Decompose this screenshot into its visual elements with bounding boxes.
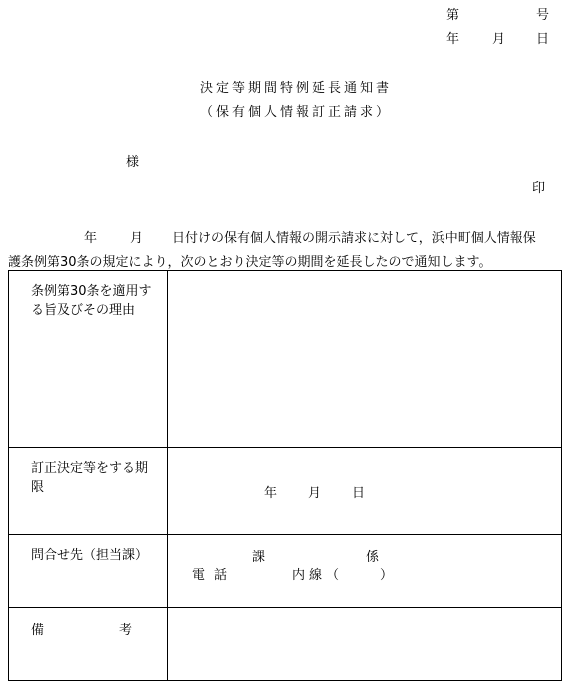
contact-extension-close: ） — [380, 568, 394, 583]
contact-label: 問合せ先（担当課） — [31, 548, 149, 563]
document-subtitle: （保有個人情報訂正請求） — [199, 105, 392, 120]
document-title: 決定等期間特例延長通知書 — [199, 81, 392, 96]
contact-phone: 電話 — [192, 568, 237, 583]
contact-label-cell — [9, 535, 168, 608]
date-day: 日 — [536, 32, 550, 47]
deadline-month: 月 — [308, 486, 322, 501]
deadline-year: 年 — [264, 486, 278, 501]
number-suffix: 号 — [536, 8, 550, 23]
remarks-label-2: 考 — [119, 623, 133, 638]
number-prefix: 第 — [446, 8, 460, 23]
body-year: 年 — [84, 231, 98, 246]
notice-form-table — [8, 270, 562, 681]
deadline-value-cell — [168, 448, 562, 535]
body-month: 月 — [130, 231, 144, 246]
body-text-1: 日付けの保有個人情報の開示請求に対して，浜中町個人情報保 — [172, 231, 536, 246]
reason-label: 条例第30条を適用する旨及びその理由 — [31, 284, 152, 318]
form-row-contact — [9, 535, 562, 608]
date-year: 年 — [446, 32, 460, 47]
contact-value-cell — [168, 535, 562, 608]
contact-unit: 係 — [366, 550, 380, 565]
remarks-label-1: 備 — [31, 623, 45, 638]
seal-mark: 印 — [532, 181, 546, 196]
form-row-deadline — [9, 448, 562, 535]
remarks-value-cell — [168, 608, 562, 681]
body-line-2: 護条例第30条の規定により，次のとおり決定等の期間を延長したので通知します。 — [8, 255, 492, 270]
contact-section: 課 — [252, 550, 266, 565]
reason-value-cell — [168, 271, 562, 448]
reason-label-cell — [9, 271, 168, 448]
deadline-label-cell — [9, 448, 168, 535]
deadline-day: 日 — [352, 486, 366, 501]
form-row-reason — [9, 271, 562, 448]
date-month: 月 — [492, 32, 506, 47]
form-row-remarks — [9, 608, 562, 681]
contact-extension: 内線（ — [292, 568, 344, 583]
remarks-label-cell — [9, 608, 168, 681]
deadline-label: 訂正決定等をする期限 — [31, 461, 149, 495]
addressee-honorific: 様 — [126, 155, 140, 170]
